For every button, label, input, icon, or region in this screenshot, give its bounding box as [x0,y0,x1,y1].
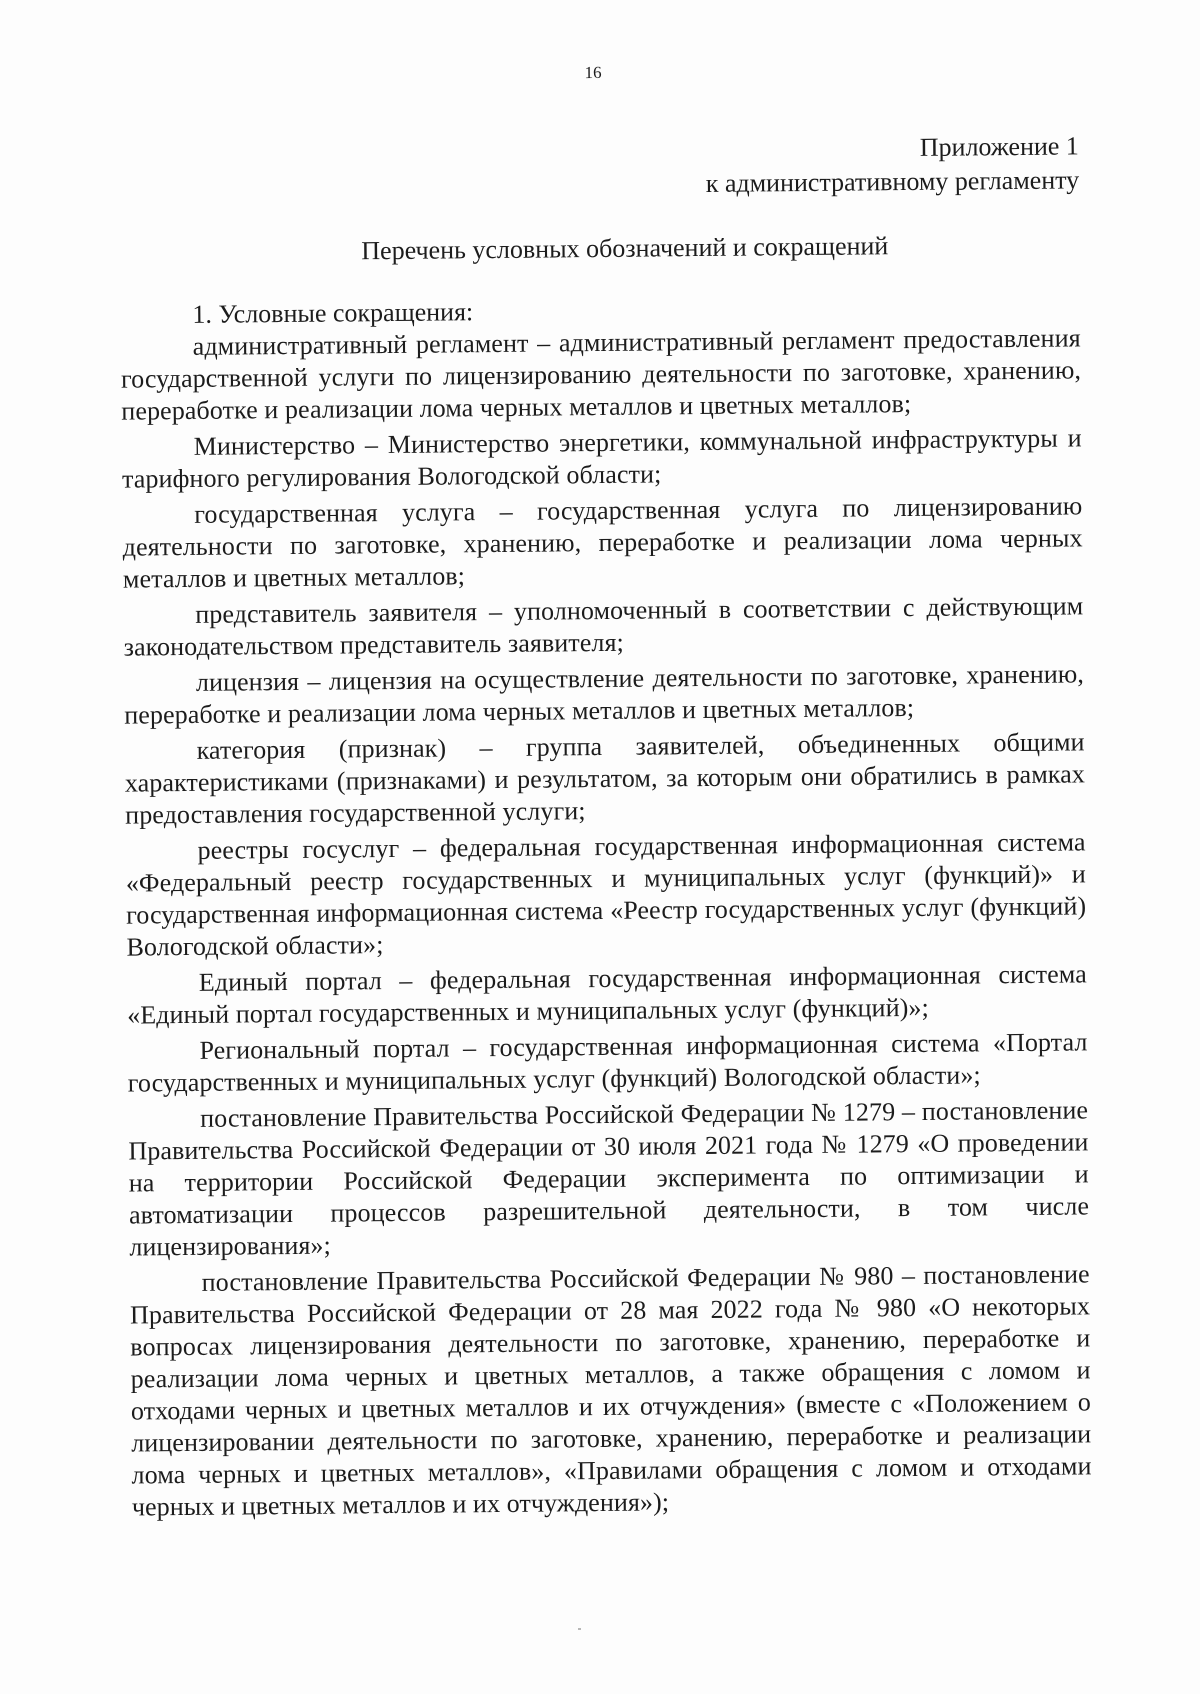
scan-artifact [578,1628,581,1630]
abbreviation-list [121,322,1092,1523]
abbreviation-entry: постановление Правительства Российской Федерации № 1279 – постановление Правительства Российской Федерации от 30 июля 2021 года № 1279 «О проведении на территории Российской Федерации эксперимента по оптимизации и автоматизации процессов разрешительной деятельности, в том числе лицензирования»; [128,1095,1090,1262]
page-number: 16 [584,62,602,83]
appendix-header [119,129,1080,206]
abbreviation-entry: лицензия – лицензия на осуществление деятельности по заготовке, хранению, переработке и реализации лома черных металлов и цветных металлов; [124,659,1085,730]
abbreviation-entry: административный регламент – административный регламент предоставления государственной услуги по лицензированию деятельности по заготовке, хранению, переработке и реализации лома черных металлов и цветных металлов; [120,323,1082,426]
abbreviation-entry: категория (признак) – группа заявителей, объединенных общими характеристиками (признаками) и результатом, за которым они обратились в рамках предоставления государственной услуги; [124,727,1086,830]
document-title: Перечень условных обозначений и сокращений [361,231,889,266]
abbreviation-entry: реестры госуслуг – федеральная государственная информационная система «Федеральный реестр государственных и муниципальных услуг (функций)» и государственная информационная система «Реестр государственных услуг (функций) Вологодской области»; [125,827,1087,962]
abbreviation-entry: Единый портал – федеральная государственная информационная система «Единый портал государственных и муниципальных услуг (функций)»; [127,959,1087,1030]
abbreviation-entry: постановление Правительства Российской Федерации № 980 – постановление Правительства Российской Федерации от 28 мая 2022 года № 980 «О некоторых вопросах лицензирования деятельности по заготовке, хранению, переработке и реализации лома черных и цветных металлов, а также обращения с ломом и отходами черных и цветных металлов и их отчуждения» (вместе с «Положением о лицензировании деятельности по заготовке, хранению, переработке и реализации лома черных и цветных металлов», «Правилами обращения с ломом и отходами черных и цветных металлов и их отчуждения»); [129,1259,1092,1522]
abbreviation-entry: Министерство – Министерство энергетики, коммунальной инфраструктуры и тарифного регулирования Вологодской области; [121,423,1082,494]
appendix-line-1: Приложение 1 [919,131,1079,162]
document-sheet [118,55,1092,1523]
appendix-line-2: к административному регламенту [705,165,1080,198]
section-heading: 1. Условные сокращения: [192,297,474,329]
abbreviation-entry: государственная услуга – государственная услуга по лицензированию деятельности по заготовке, хранению, переработке и реализации лома черных металлов и цветных металлов; [122,491,1083,594]
abbreviation-entry: представитель заявителя – уполномоченный в соответствии с действующим законодательством представитель заявителя; [123,591,1084,662]
abbreviation-entry: Региональный портал – государственная информационная система «Портал государственных и муниципальных услуг (функций) Вологодской области»; [127,1027,1088,1098]
